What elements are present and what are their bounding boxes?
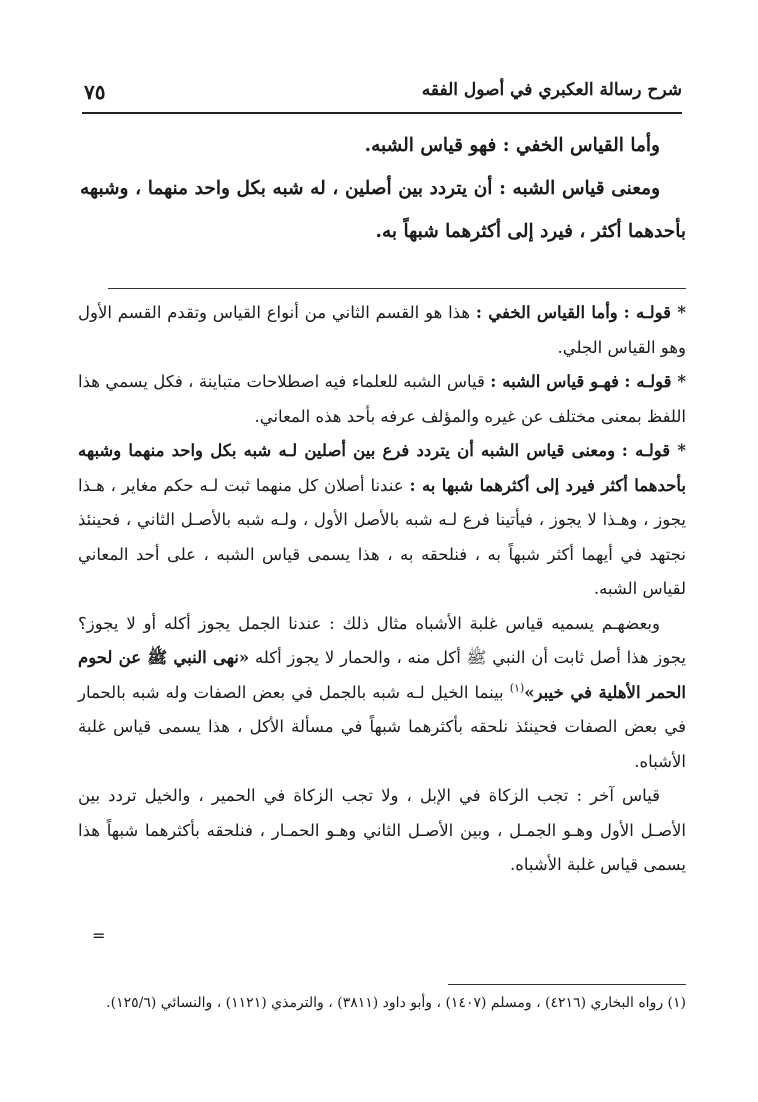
paragraph-text: قياس آخر : تجب الزكاة في الإبل ، ولا تجب الزكاة في الحمير ، والخيل تردد بين الأصـل الأول وهـو الجمـل ، وبين الأصـل الثاني وهـو الحمـار ، فنلحقه بأكثرهما شبهاً هذا يسمى قياس غلبة الأشباه. [78, 786, 686, 874]
matn-line-2: ومعنى قياس الشبه : أن يتردد بين أصلين ، له شبه بكل واحد منهما ، وشبهه بأحدهما أكثر ، فيرد إلى أكثرهما شبهاً به. [80, 178, 686, 242]
page-number: ٧٥ [84, 80, 106, 104]
entry-text: عندنا أصلان كل منهما ثبت لـه حكم مغاير ، هـذا يجوز ، وهـذا لا يجوز ، فيأتينا فرع لـه شبه بالأصل الأول ، ولـه شبه بالأصـل الثاني ، فحينئذ نجتهد في أيهما أكثر شبهاً به ، فنلحقه به ، هذا يسمى قياس الشبه ، على أحد المعاني لقياس الشبه. [78, 475, 686, 598]
commentary [78, 296, 686, 883]
footnote-1: (١) رواه البخاري (٤٢١٦) ، ومسلم (١٤٠٧) ، وأبو داود (٣٨١١) ، والترمذي (١١٢١) ، والنسائي (١٢٥/٦). [106, 995, 686, 1011]
commentary-divider [108, 288, 686, 289]
entry-text: هذا هو القسم الثاني من أنواع القياس وتقدم القسم الأول وهو القياس الجلي. [78, 303, 686, 357]
paragraph-text: وبعضهـم يسميه قياس غلبة الأشباه مثال ذلك : عندنا الجمل يجوز أكله أو لا يجوز؟ يجوز هذا أصل ثابت أن النبي ﷺ أكل منه ، والحمار لا يجوز أكله [78, 613, 686, 667]
footnote-divider [448, 984, 686, 985]
footnotes [80, 990, 686, 1016]
commentary-paragraph [78, 434, 686, 607]
entry-lead: * قولـه : [624, 372, 687, 391]
continuation-mark: = [92, 926, 106, 945]
running-title: شرح رسالة العكبري في أصول الفقه [421, 80, 682, 100]
entry-quote: ومعنى قياس الشبه أن يتردد فرع بين أصلين لـه شبه بكل واحد منهما وشبهه بأحدهما أكثر فيرد إلى أكثرهما شبها به : [78, 441, 686, 495]
entry-quote: وأما القياس الخفي : [475, 303, 618, 322]
commentary-paragraph [78, 365, 686, 434]
main-text [80, 124, 686, 253]
commentary-paragraph [78, 779, 686, 883]
footnote-reference[interactable]: (١) [509, 681, 525, 694]
entry-lead: * قولـه : [621, 441, 687, 460]
header-divider [82, 112, 682, 114]
entry-lead: * قولـه : [623, 303, 687, 322]
entry-quote: فهـو قياس الشبه : [490, 372, 620, 391]
page-header [82, 78, 682, 114]
commentary-paragraph [78, 296, 686, 365]
hadith-quote: «نهى النبي ﷺ عن لحوم الحمر الأهلية في خيبر» [78, 648, 686, 702]
matn-line-1: وأما القياس الخفي : فهو قياس الشبه. [364, 135, 660, 156]
entry-text: قياس الشبه للعلماء فيه اصطلاحات متباينة ، فكل يسمي هذا اللفظ بمعنى مختلف عن غيره والمؤلف عرفه بأحد هذه المعاني. [78, 372, 686, 426]
commentary-paragraph [78, 607, 686, 780]
paragraph-text: بينما الخيل لـه شبه بالجمل في بعض الصفات وله شبه بالحمار في بعض الصفات فحينئذ نلحقه بأكثرهما شبهاً في مسألة الأكل ، هذا يسمى قياس غلبة الأشباه. [78, 682, 686, 771]
